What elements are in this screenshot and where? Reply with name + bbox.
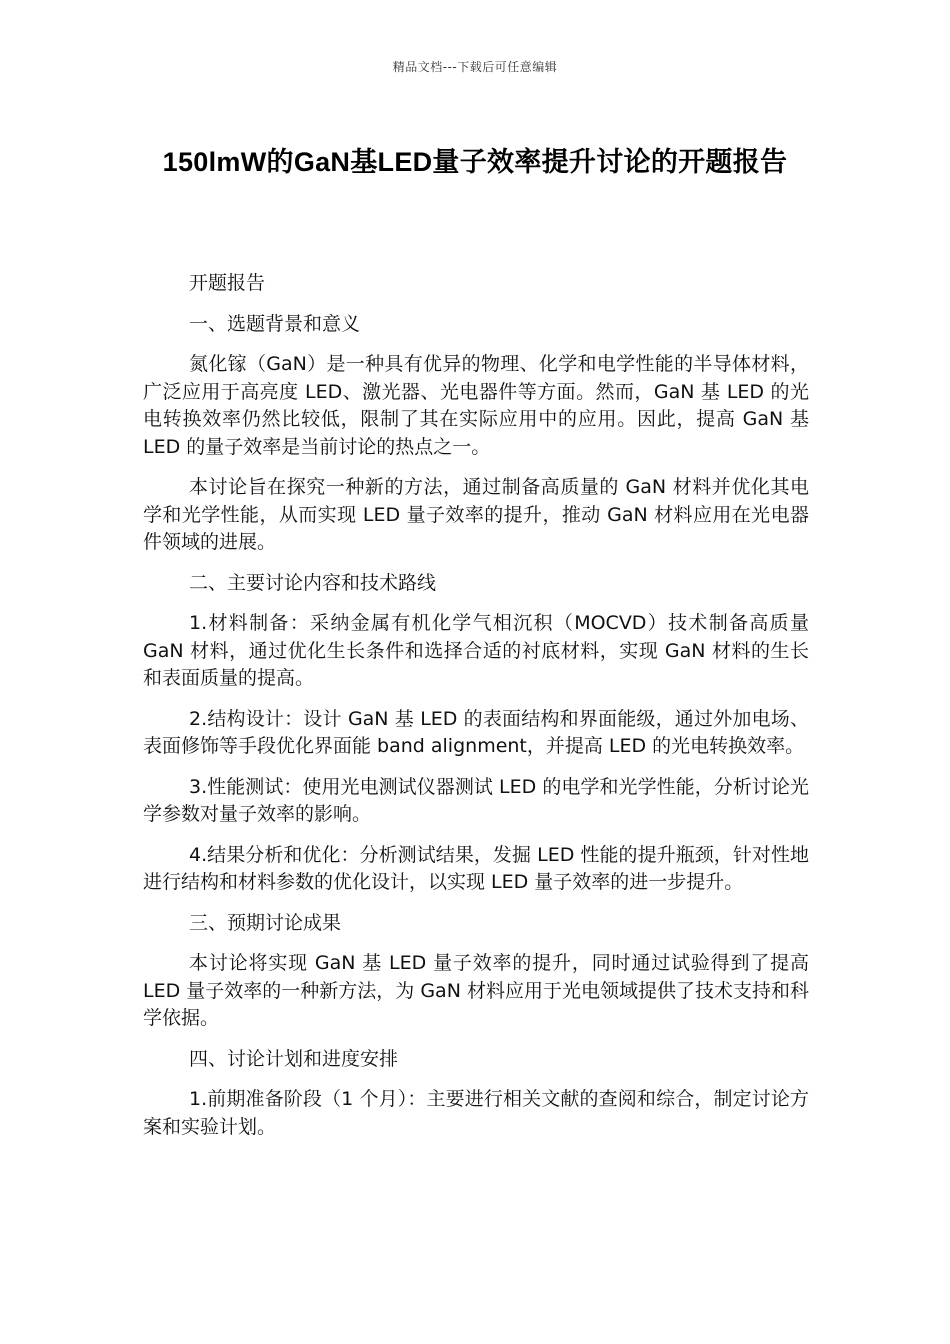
list-item: 1.材料制备：采纳金属有机化学气相沉积（MOCVD）技术制备高质量 GaN 材料，通过优化生长条件和选择合适的衬底材料，实现 GaN 材料的生长和表面质量的提高。 [143,612,809,689]
section-heading-schedule: 四、讨论计划和进度安排 [189,1047,399,1070]
section-heading-content: 二、主要讨论内容和技术路线 [189,571,437,594]
section-heading-results: 三、预期讨论成果 [189,911,342,934]
paragraph-report-label: 开题报告 [189,272,266,294]
page-header: 精品文档---下载后可任意编辑 [392,60,558,74]
section-heading-background: 一、选题背景和意义 [189,312,361,335]
list-item: 2.结构设计：设计 GaN 基 LED 的表面结构和界面能级，通过外加电场、表面修饰等手段优化界面能 band alignment，并提高 LED 的光电转换效率。 [143,707,809,757]
list-item: 4.结果分析和优化：分析测试结果，发掘 LED 性能的提升瓶颈，针对性地进行结构和材料参数的优化设计，以实现 LED 量子效率的进一步提升。 [143,843,809,893]
paragraph: 本讨论旨在探究一种新的方法，通过制备高质量的 GaN 材料并优化其电学和光学性能，从而实现 LED 量子效率的提升，推动 GaN 材料应用在光电器件领域的进展。 [143,476,809,553]
paragraph: 本讨论将实现 GaN 基 LED 量子效率的提升，同时通过试验得到了提高 LED 量子效率的一种新方法，为 GaN 材料应用于光电领域提供了技术支持和科学依据。 [143,952,809,1029]
list-item: 1.前期准备阶段（1 个月）：主要进行相关文献的查阅和综合，制定讨论方案和实验计划。 [143,1088,809,1138]
document-title: 150lmW的GaN基LED量子效率提升讨论的开题报告 [162,147,788,177]
list-item: 3.性能测试：使用光电测试仪器测试 LED 的电学和光学性能，分析讨论光学参数对量子效率的影响。 [143,775,809,825]
document-body [143,270,809,1154]
paragraph: 氮化镓（GaN）是一种具有优异的物理、化学和电学性能的半导体材料，广泛应用于高亮度 LED、激光器、光电器件等方面。然而，GaN 基 LED 的光电转换效率仍然比较低，限制了其在实际应用中的应用。因此，提高 GaN 基 LED 的量子效率是当前讨论的热点之一。 [143,353,809,458]
